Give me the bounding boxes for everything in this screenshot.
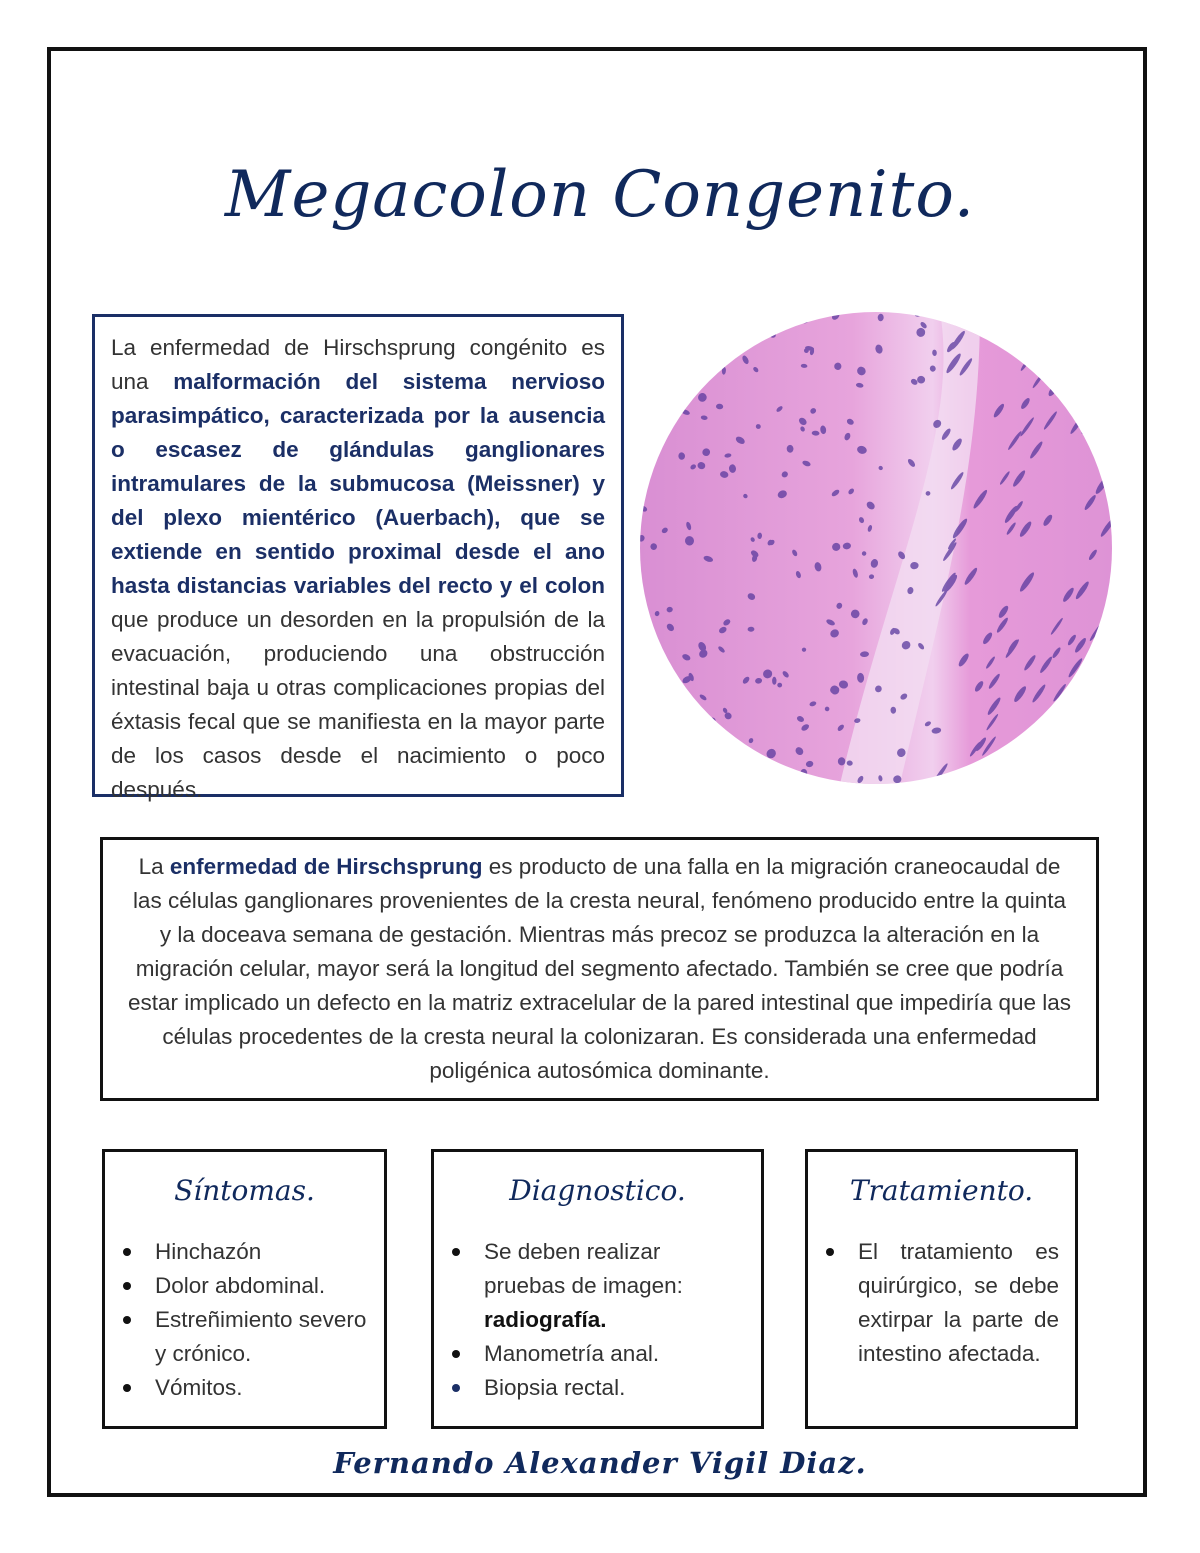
- nucleus-mark: [777, 683, 782, 688]
- diagnostico-list: [434, 1235, 761, 1405]
- intro-box: [92, 314, 624, 802]
- bullet-icon: [123, 1384, 131, 1392]
- diagnostico-card: [431, 1149, 764, 1429]
- intro-text-end: que produce un desorden en la propulsión de la evacuación, produciendo una obstrucción intestinal baja u otras complicaciones propias del éxtasis fecal que se manifiesta en la mayor parte de los casos desde el nacimiento o poco después.: [111, 607, 605, 802]
- sintomas-title: Síntomas.: [174, 1174, 315, 1207]
- bullet-icon: [452, 1248, 460, 1256]
- tratamiento-list: [808, 1235, 1075, 1371]
- bullet-icon: [123, 1248, 131, 1256]
- histology-micrograph-icon: [640, 312, 1112, 784]
- bullet-icon: [826, 1248, 834, 1256]
- bullet-icon: [452, 1384, 460, 1392]
- list-item: Biopsia rectal.: [434, 1371, 761, 1405]
- bullet-icon: [452, 1350, 460, 1358]
- sintomas-card: [102, 1149, 387, 1429]
- tratamiento-title: Tratamiento.: [849, 1174, 1034, 1207]
- list-item: Dolor abdominal.: [105, 1269, 384, 1303]
- nucleus-mark: [772, 677, 776, 685]
- list-item: Vómitos.: [105, 1371, 384, 1405]
- etiology-text-start: La: [138, 854, 170, 879]
- bullet-icon: [123, 1316, 131, 1324]
- author-name: Fernando Alexander Vigil Diaz.: [333, 1446, 867, 1480]
- list-item: Se deben realizar pruebas de imagen: radiografía.: [434, 1235, 761, 1337]
- page-title: Megacolon Congenito.: [224, 158, 976, 232]
- sintomas-list: [105, 1235, 384, 1405]
- bullet-icon: [123, 1282, 131, 1290]
- intro-text-start: La enfermedad de Hirschsprung congénito es una: [111, 335, 605, 394]
- list-item: Hinchazón: [105, 1235, 384, 1269]
- list-item: Estreñimiento severo y crónico.: [105, 1303, 384, 1371]
- etiology-text-end: es producto de una falla en la migración craneocaudal de las células ganglionares provenientes de la cresta neural, fenómeno producido entre la quinta y la doceava semana de gestación. Mientras más precoz se produzca la alteración en la migración celular, mayor será la longitud del segmento afectado. También se cree que podría estar implicado un defecto en la matriz extracelular de la pared intestinal que impediría que las células procedentes de la cresta neural la colonizaran. Es considerada una enfermedad poligénica autosómica dominante.: [127, 854, 1072, 1083]
- intro-highlight: malformación del sistema nervioso parasimpático, caracterizada por la ausencia o escasez de glándulas ganglionares intramulares de la submucosa (Meissner) y del plexo mientérico (Auerbach), que se extiende en sentido proximal desde el ano hasta distancias variables del recto y el colon: [111, 369, 605, 598]
- list-item: El tratamiento es quirúrgico, se debe extirpar la parte de intestino afectada.: [808, 1235, 1075, 1371]
- diagnostico-title: Diagnostico.: [509, 1174, 686, 1207]
- list-item: Manometría anal.: [434, 1337, 761, 1371]
- etiology-highlight: enfermedad de Hirschsprung: [169, 854, 483, 879]
- tratamiento-card: [805, 1149, 1078, 1429]
- etiology-box: [100, 837, 1099, 1101]
